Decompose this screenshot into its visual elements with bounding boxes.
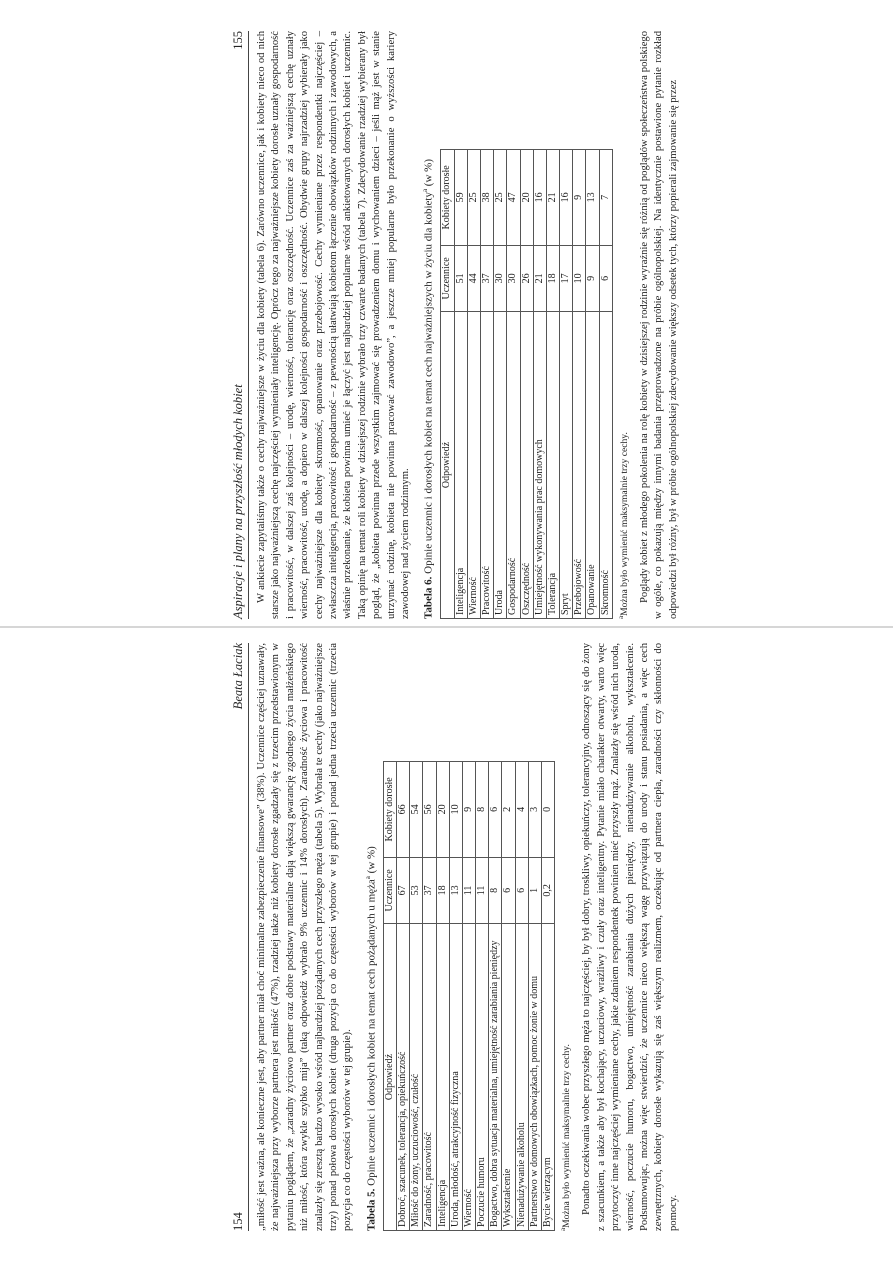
table-row — [489, 762, 502, 1231]
cell-adult-women: 25 — [467, 150, 480, 246]
footnote-text: Można było wymienić maksymalnie trzy cechy. — [561, 1044, 573, 1228]
footnote-text: Można było wymienić maksymalnie trzy cechy. — [619, 432, 631, 616]
data-table — [383, 761, 555, 1231]
row-label: Uroda — [494, 312, 507, 619]
cell-adult-women: 16 — [533, 150, 546, 246]
caption-footnote-mark: a — [363, 876, 372, 880]
table-row — [449, 762, 462, 1231]
table-header-row — [441, 150, 454, 619]
cell-students: 37 — [423, 857, 436, 923]
row-label: Wierność — [467, 312, 480, 619]
cell-adult-women: 54 — [410, 762, 423, 858]
page-154 — [231, 637, 679, 1237]
table-row — [507, 150, 520, 619]
cell-adult-women: 66 — [396, 762, 409, 858]
table-row — [462, 762, 475, 1231]
table-row — [515, 762, 528, 1231]
body-paragraph: „miłość jest ważna, ale konieczne jest, aby partner miał choć minimalne zabezpieczenie finansowe” (38%). Uczennice częściej uznawały, że najważniejsza przy wyborze partnera jest miłość (47%), rzadziej także niż kobiety dorosłe zgadzały się z trzecim przedstawionym w pytaniu poglądem, że „zaradny życiowo partner oraz dobre podstawy materialne dają większą gwarancję zgodnego życia małżeńskiego niż miłość, która zwykle szybko mija” (taką odpowiedź wybrało 9% uczennic i 14% dorosłych). Zaradność życiowa i pracowitość znalazły się zresztą bardzo wysoko wśród najbardziej pożądanych cech przyszłego męża (tabela 5). Wybrała te cechy (jako najważniejsze trzy) ponad połowa dorosłych kobiet (druga pozycja co do częstości wyborów w tej grupie) i ponad jedna trzecia uczennic (trzecia pozycja co do częstości wyborów w tej grupie). — [256, 643, 354, 1231]
table-row — [396, 762, 409, 1231]
table-row — [454, 150, 467, 619]
table-row — [560, 150, 573, 619]
row-label: Przebojowość — [573, 312, 586, 619]
col-header-adult-women: Kobiety dorosłe — [441, 150, 454, 246]
cell-adult-women: 3 — [528, 762, 541, 858]
page-header — [231, 643, 249, 1231]
body-paragraph: Poglądy kobiet z młodego pokolenia na rolę kobiety w dzisiejszej rodzinie wyraźnie się różnią od poglądów społeczeństwa polskiego w ogóle, co pokazują między innymi badania przeprowadzone na próbie ogólnopolskiej. Na identycznie postawione pytanie rozkład odpowiedzi był różny, był w próbie ogólnopolskiej zdecydowanie większy odsetek tych, którzy popierali zajmowanie się przez — [639, 31, 679, 619]
cell-students: 11 — [462, 857, 475, 923]
col-header-students: Uczennice — [383, 857, 396, 923]
row-label: Miłość do żony, uczuciowość, czułość — [410, 924, 423, 1231]
row-label: Wykształcenie — [502, 924, 515, 1231]
col-header-adult-women: Kobiety dorosłe — [383, 762, 396, 858]
row-label: Skromność — [599, 312, 612, 619]
cell-students: 30 — [507, 245, 520, 311]
col-header-students: Uczennice — [441, 245, 454, 311]
row-label: Gospodarność — [507, 312, 520, 619]
cell-adult-women: 21 — [546, 150, 559, 246]
cell-students: 37 — [480, 245, 493, 311]
row-label: Spryt — [560, 312, 573, 619]
cell-adult-women: 47 — [507, 150, 520, 246]
table-row — [533, 150, 546, 619]
page-155 — [231, 25, 679, 625]
cell-adult-women: 10 — [449, 762, 462, 858]
table-unit: (w %) — [365, 846, 378, 874]
cell-students: 18 — [546, 245, 559, 311]
table-row — [410, 762, 423, 1231]
table-row — [494, 150, 507, 619]
body-paragraph: W ankiecie zapytaliśmy także o cechy najważniejsze w życiu dla kobiety (tabela 6). Zarówno uczennice, jak i kobiety nieco od nich starsze jako najważniejszą cechę najczęściej wymieniały inteligencję. Oprócz tego za najważniejsze kobiety dorosłe uznały gospodarność i pracowitość, w dalszej zaś kolejności – urodę, wierność, tolerancję oraz oszczędność. Uczennice zaś za ważniejszą cechę uznały wierność, pracowitość, urodę, a dopiero w dalszej kolejności gospodarność i oszczędność. Obydwie grupy najrzadziej wybierały jako cechy najważniejsze dla kobiety skromność, opanowanie oraz przebojowość. Cechy wymieniane przez respondentki najczęściej – zwłaszcza inteligencja, pracowitość i gospodarność – z pewnością ułatwiają kobietom łączenie obowiązków rodzinnych i zawodowych, a właśnie przekonanie, że kobieta powinna umieć je łączyć jest najbardziej popularne wśród ankietowanych dorosłych kobiet i uczennic. Taką opinię na temat roli kobiety w dzisiejszej rodzinie wybrało trzy czwarte badanych (tabela 7). Zdecydowanie rzadziej wybierany był pogląd, że „kobieta powinna przede wszystkim zajmować się prowadzeniem domu i wychowaniem dzieci – jeśli mąż jest w stanie utrzymać rodzinę, kobieta nie powinna pracować zawodowo”, a jeszcze mniej popularne było przekonanie o wyższości kariery zawodowej nad życiem rodzinnym. — [256, 31, 412, 619]
col-header-answer: Odpowiedź — [441, 312, 454, 619]
cell-adult-women: 0 — [542, 762, 555, 858]
cell-students: 18 — [436, 857, 449, 923]
table-label: Tabela 6. — [423, 576, 436, 619]
cell-students: 67 — [396, 857, 409, 923]
cell-adult-women: 6 — [489, 762, 502, 858]
cell-adult-women: 16 — [560, 150, 573, 246]
data-table — [440, 149, 612, 619]
page-number: 154 — [231, 1212, 245, 1231]
page-fold — [0, 626, 893, 628]
row-label: Opanowanie — [586, 312, 599, 619]
row-label: Bogactwo, dobra sytuacja materialna, umiejętność zarabiania pieniędzy — [489, 924, 502, 1231]
table-row — [502, 762, 515, 1231]
table-row — [476, 762, 489, 1231]
cell-students: 0,2 — [542, 857, 555, 923]
footnote-mark: a — [559, 1227, 568, 1231]
page-number: 155 — [231, 31, 245, 50]
body-paragraph: Ponadto oczekiwania wobec przyszłego męża to najczęściej, by był dobry, troskliwy, opiekuńczy, tolerancyjny, odnoszący się do żony z szacunkiem, a także aby był kochający, uczuciowy, wrażliwy i czuły oraz inteligentny. Pytanie miało charakter otwarty, warto więc przytoczyć inne najczęściej wymieniane cechy, jakie zdaniem respondentek powinien mieć przyszły mąż. Znalazły się wśród nich uroda, wierność, poczucie humoru, bogactwo, umiejętność zarabiania dużych pieniędzy, nienadużywanie alkoholu, wykształcenie. Podsumowując, można więc stwierdzić, że uczennice nieco większą wagę przywiązują do urody i stanu posiadania, a więc cech zewnętrznych, kobiety dorosłe wykazują się zaś większym realizmem, oczekując od partnera ciepła, zaradności czy skłonności do pomocy. — [581, 643, 679, 1231]
cell-students: 26 — [520, 245, 533, 311]
cell-adult-women: 2 — [502, 762, 515, 858]
table-caption — [421, 31, 436, 619]
table-footnote — [559, 643, 572, 1231]
row-label: Zaradność, pracowitość — [423, 924, 436, 1231]
table-title: Opinie uczennic i dorosłych kobiet na temat cech najważniejszych w życiu dla kobiety — [423, 192, 436, 574]
row-label: Tolerancja — [546, 312, 559, 619]
table-row — [480, 150, 493, 619]
table-row — [573, 150, 586, 619]
cell-students: 51 — [454, 245, 467, 311]
cell-adult-women: 59 — [454, 150, 467, 246]
row-label: Bycie wierzącym — [542, 924, 555, 1231]
cell-students: 17 — [560, 245, 573, 311]
cell-adult-women: 9 — [573, 150, 586, 246]
row-label: Inteligencja — [436, 924, 449, 1231]
cell-adult-women: 13 — [586, 150, 599, 246]
cell-students: 10 — [573, 245, 586, 311]
col-header-answer: Odpowiedź — [383, 924, 396, 1231]
footnote-mark: a — [616, 615, 625, 619]
cell-students: 21 — [533, 245, 546, 311]
running-head: Beata Łaciak — [231, 643, 245, 710]
cell-students: 8 — [489, 857, 502, 923]
cell-students: 6 — [515, 857, 528, 923]
cell-adult-women: 25 — [494, 150, 507, 246]
row-label: Poczucie humoru — [476, 924, 489, 1231]
table-row — [586, 150, 599, 619]
table-header-row — [383, 762, 396, 1231]
cell-students: 13 — [449, 857, 462, 923]
table-row — [599, 150, 612, 619]
caption-footnote-mark: a — [421, 188, 430, 193]
table-row — [467, 150, 480, 619]
cell-students: 30 — [494, 245, 507, 311]
row-label: Dobroć, szacunek, tolerancja, opiekuńczość — [396, 924, 409, 1231]
table-unit: (w %) — [423, 159, 436, 187]
row-label: Umiejętność wykonywania prac domowych — [533, 312, 546, 619]
table-caption — [364, 643, 379, 1231]
cell-adult-women: 8 — [476, 762, 489, 858]
table-footnote — [617, 31, 630, 619]
cell-adult-women: 20 — [436, 762, 449, 858]
cell-students: 9 — [586, 245, 599, 311]
row-label: Oszczędność — [520, 312, 533, 619]
cell-adult-women: 20 — [520, 150, 533, 246]
cell-adult-women: 9 — [462, 762, 475, 858]
cell-students: 6 — [502, 857, 515, 923]
row-label: Nienadużywanie alkoholu — [515, 924, 528, 1231]
row-label: Partnerstwo w domowych obowiązkach, pomoc żonie w domu — [528, 924, 541, 1231]
table-title: Opinie uczennic i dorosłych kobiet na temat cech pożądanych u męża — [365, 879, 378, 1186]
cell-students: 11 — [476, 857, 489, 923]
row-label: Wierność — [462, 924, 475, 1231]
table-row — [542, 762, 555, 1231]
row-label: Pracowitość — [480, 312, 493, 619]
table-row — [520, 150, 533, 619]
table-row — [423, 762, 436, 1231]
cell-students: 44 — [467, 245, 480, 311]
cell-students: 1 — [528, 857, 541, 923]
cell-adult-women: 4 — [515, 762, 528, 858]
table-row — [528, 762, 541, 1231]
cell-adult-women: 7 — [599, 150, 612, 246]
table-row — [436, 762, 449, 1231]
row-label: Uroda, młodość, atrakcyjność fizyczna — [449, 924, 462, 1231]
cell-adult-women: 38 — [480, 150, 493, 246]
row-label: Inteligencja — [454, 312, 467, 619]
page-header — [231, 31, 249, 619]
running-head: Aspiracje i plany na przyszłość młodych kobiet — [231, 384, 245, 619]
table-row — [546, 150, 559, 619]
cell-adult-women: 56 — [423, 762, 436, 858]
table-label: Tabela 5. — [365, 1188, 378, 1231]
cell-students: 6 — [599, 245, 612, 311]
cell-students: 53 — [410, 857, 423, 923]
